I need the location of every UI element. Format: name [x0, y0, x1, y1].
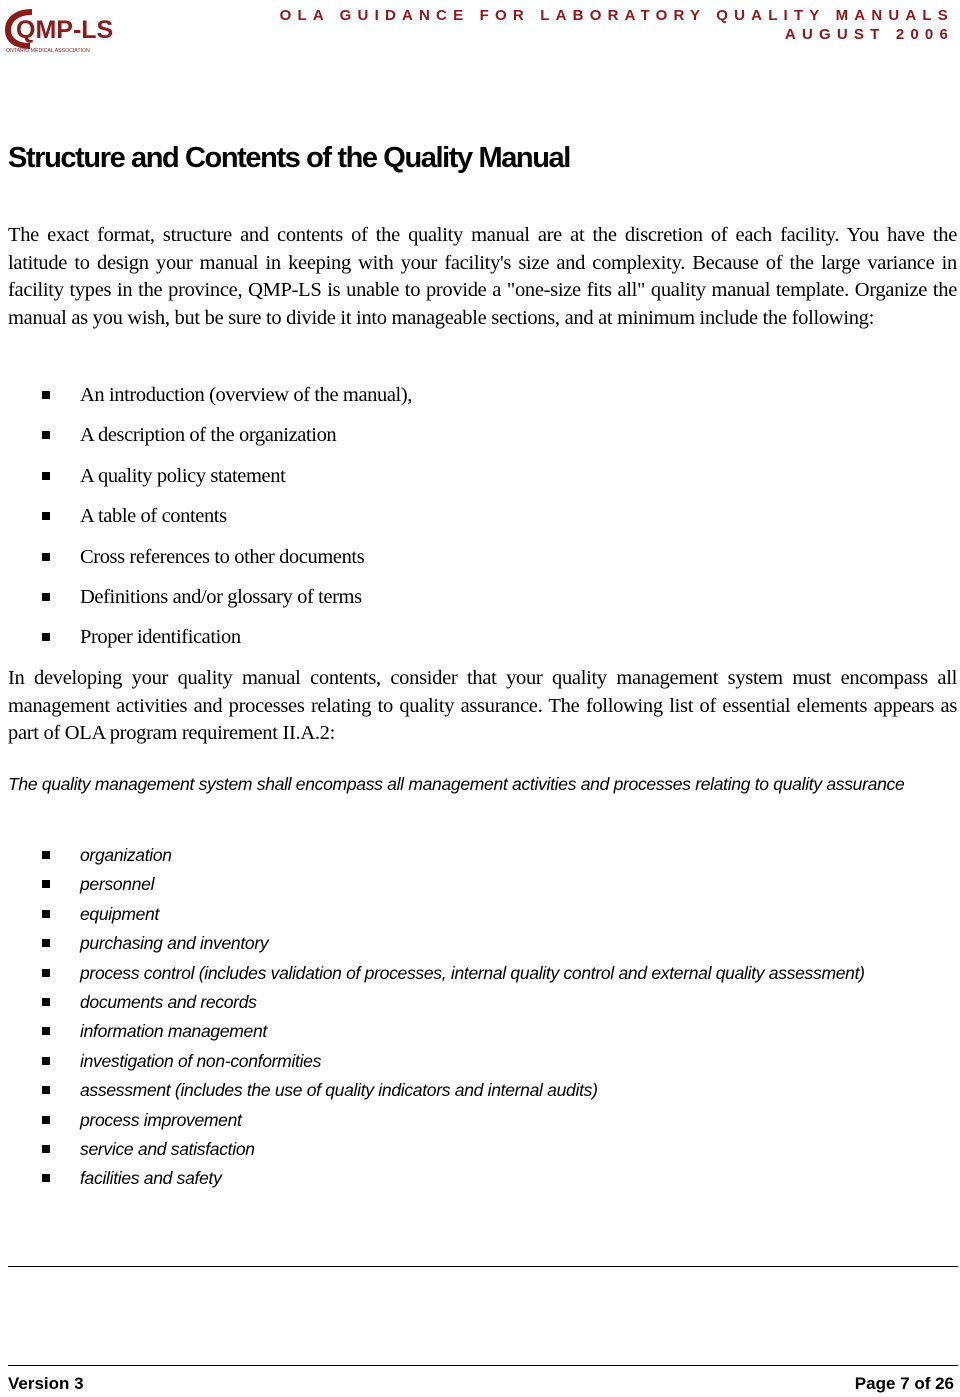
- list-item: [0, 843, 960, 867]
- list-item: [0, 623, 960, 663]
- footer-divider: [8, 1365, 958, 1366]
- document-header-date: AUGUST 2006: [784, 26, 954, 43]
- square-bullet-icon: [42, 998, 50, 1006]
- square-bullet-icon: [42, 1116, 50, 1124]
- square-bullet-icon: [42, 633, 50, 641]
- square-bullet-icon: [42, 553, 50, 561]
- square-bullet-icon: [42, 969, 50, 977]
- list-item-text: personnel: [80, 874, 155, 895]
- square-bullet-icon: [42, 1086, 50, 1094]
- list-item-text: Cross references to other documents: [80, 545, 365, 568]
- list-item-text: service and satisfaction: [80, 1138, 255, 1159]
- list-item-text: organization: [80, 845, 172, 865]
- list-item-text: An introduction (overview of the manual),: [80, 384, 413, 406]
- document-header-title: OLA GUIDANCE FOR LABORATORY QUALITY MANUALS: [279, 7, 954, 24]
- list-item-text: Proper identification: [80, 626, 241, 649]
- list-item: [0, 1137, 960, 1161]
- essential-elements-list: [0, 843, 960, 1196]
- list-item-text: process improvement: [80, 1109, 242, 1130]
- list-item-text: A table of contents: [80, 505, 227, 528]
- list-item: [0, 990, 960, 1014]
- list-item: [0, 1078, 960, 1102]
- development-paragraph: In developing your quality manual contents, consider that your quality management system must encompass all management activities and processes relating to quality assurance. The following list of essential elements appears as part of OLA program requirement II.A.2:: [8, 667, 957, 744]
- list-item-text: assessment (includes the use of quality indicators and internal audits): [80, 1080, 598, 1101]
- footer-page-number: Page 7 of 26: [854, 1374, 954, 1393]
- logo-graphic: [2, 4, 118, 54]
- list-item: [0, 1166, 960, 1190]
- list-item-text: facilities and safety: [80, 1168, 222, 1189]
- square-bullet-icon: [42, 1027, 50, 1035]
- square-bullet-icon: [42, 880, 50, 888]
- list-item: [0, 462, 960, 502]
- square-bullet-icon: [42, 1057, 50, 1065]
- list-item: [0, 421, 960, 461]
- list-item: [0, 381, 960, 421]
- requirement-statement: The quality management system shall encompass all management activities and processes relating to quality assurance: [8, 774, 905, 794]
- content-divider: [8, 1266, 958, 1267]
- list-item-text: Definitions and/or glossary of terms: [80, 585, 362, 608]
- square-bullet-icon: [42, 910, 50, 918]
- required-items-list: [0, 381, 960, 664]
- list-item-text: equipment: [80, 903, 160, 924]
- square-bullet-icon: [42, 431, 50, 439]
- list-item-text: documents and records: [80, 991, 257, 1012]
- list-item-text: A quality policy statement: [80, 464, 286, 487]
- square-bullet-icon: [42, 1174, 50, 1182]
- list-item-text: purchasing and inventory: [80, 933, 269, 954]
- list-item: [0, 1108, 960, 1132]
- list-item: [0, 1049, 960, 1073]
- list-item-text: information management: [80, 1021, 267, 1042]
- list-item: [0, 902, 960, 926]
- page-title: Structure and Contents of the Quality Manual: [8, 142, 570, 174]
- intro-paragraph: The exact format, structure and contents of the quality manual are at the discretion of each facility. You have the latitude to design your manual in keeping with your facility's size and complexity. Because of the large variance in facility types in the province, QMP-LS is unable to provide a "one-size fits all" quality manual template. Organize the manual as you wish, but be sure to divide it into manageable sections, and at minimum include the following:: [8, 224, 957, 329]
- square-bullet-icon: [42, 851, 50, 859]
- list-item-text: process control (includes validation of processes, internal quality control and external quality assessment): [80, 962, 865, 983]
- list-item: [0, 872, 960, 896]
- list-item-text: investigation of non-conformities: [80, 1050, 322, 1071]
- square-bullet-icon: [42, 472, 50, 480]
- list-item-text: A description of the organization: [80, 424, 337, 447]
- logo-subtext: ONTARIO MEDICAL ASSOCIATION: [6, 48, 90, 54]
- list-item: [0, 961, 960, 985]
- list-item: [0, 502, 960, 542]
- list-item: [0, 543, 960, 583]
- square-bullet-icon: [42, 1145, 50, 1153]
- square-bullet-icon: [42, 512, 50, 520]
- square-bullet-icon: [42, 391, 50, 399]
- square-bullet-icon: [42, 939, 50, 947]
- logo-wordmark: QMP-LS: [16, 16, 114, 44]
- square-bullet-icon: [42, 593, 50, 601]
- footer-version: Version 3: [8, 1374, 84, 1393]
- list-item: [0, 1019, 960, 1043]
- list-item: [0, 583, 960, 623]
- qmp-ls-logo: [2, 4, 118, 54]
- list-item: [0, 931, 960, 955]
